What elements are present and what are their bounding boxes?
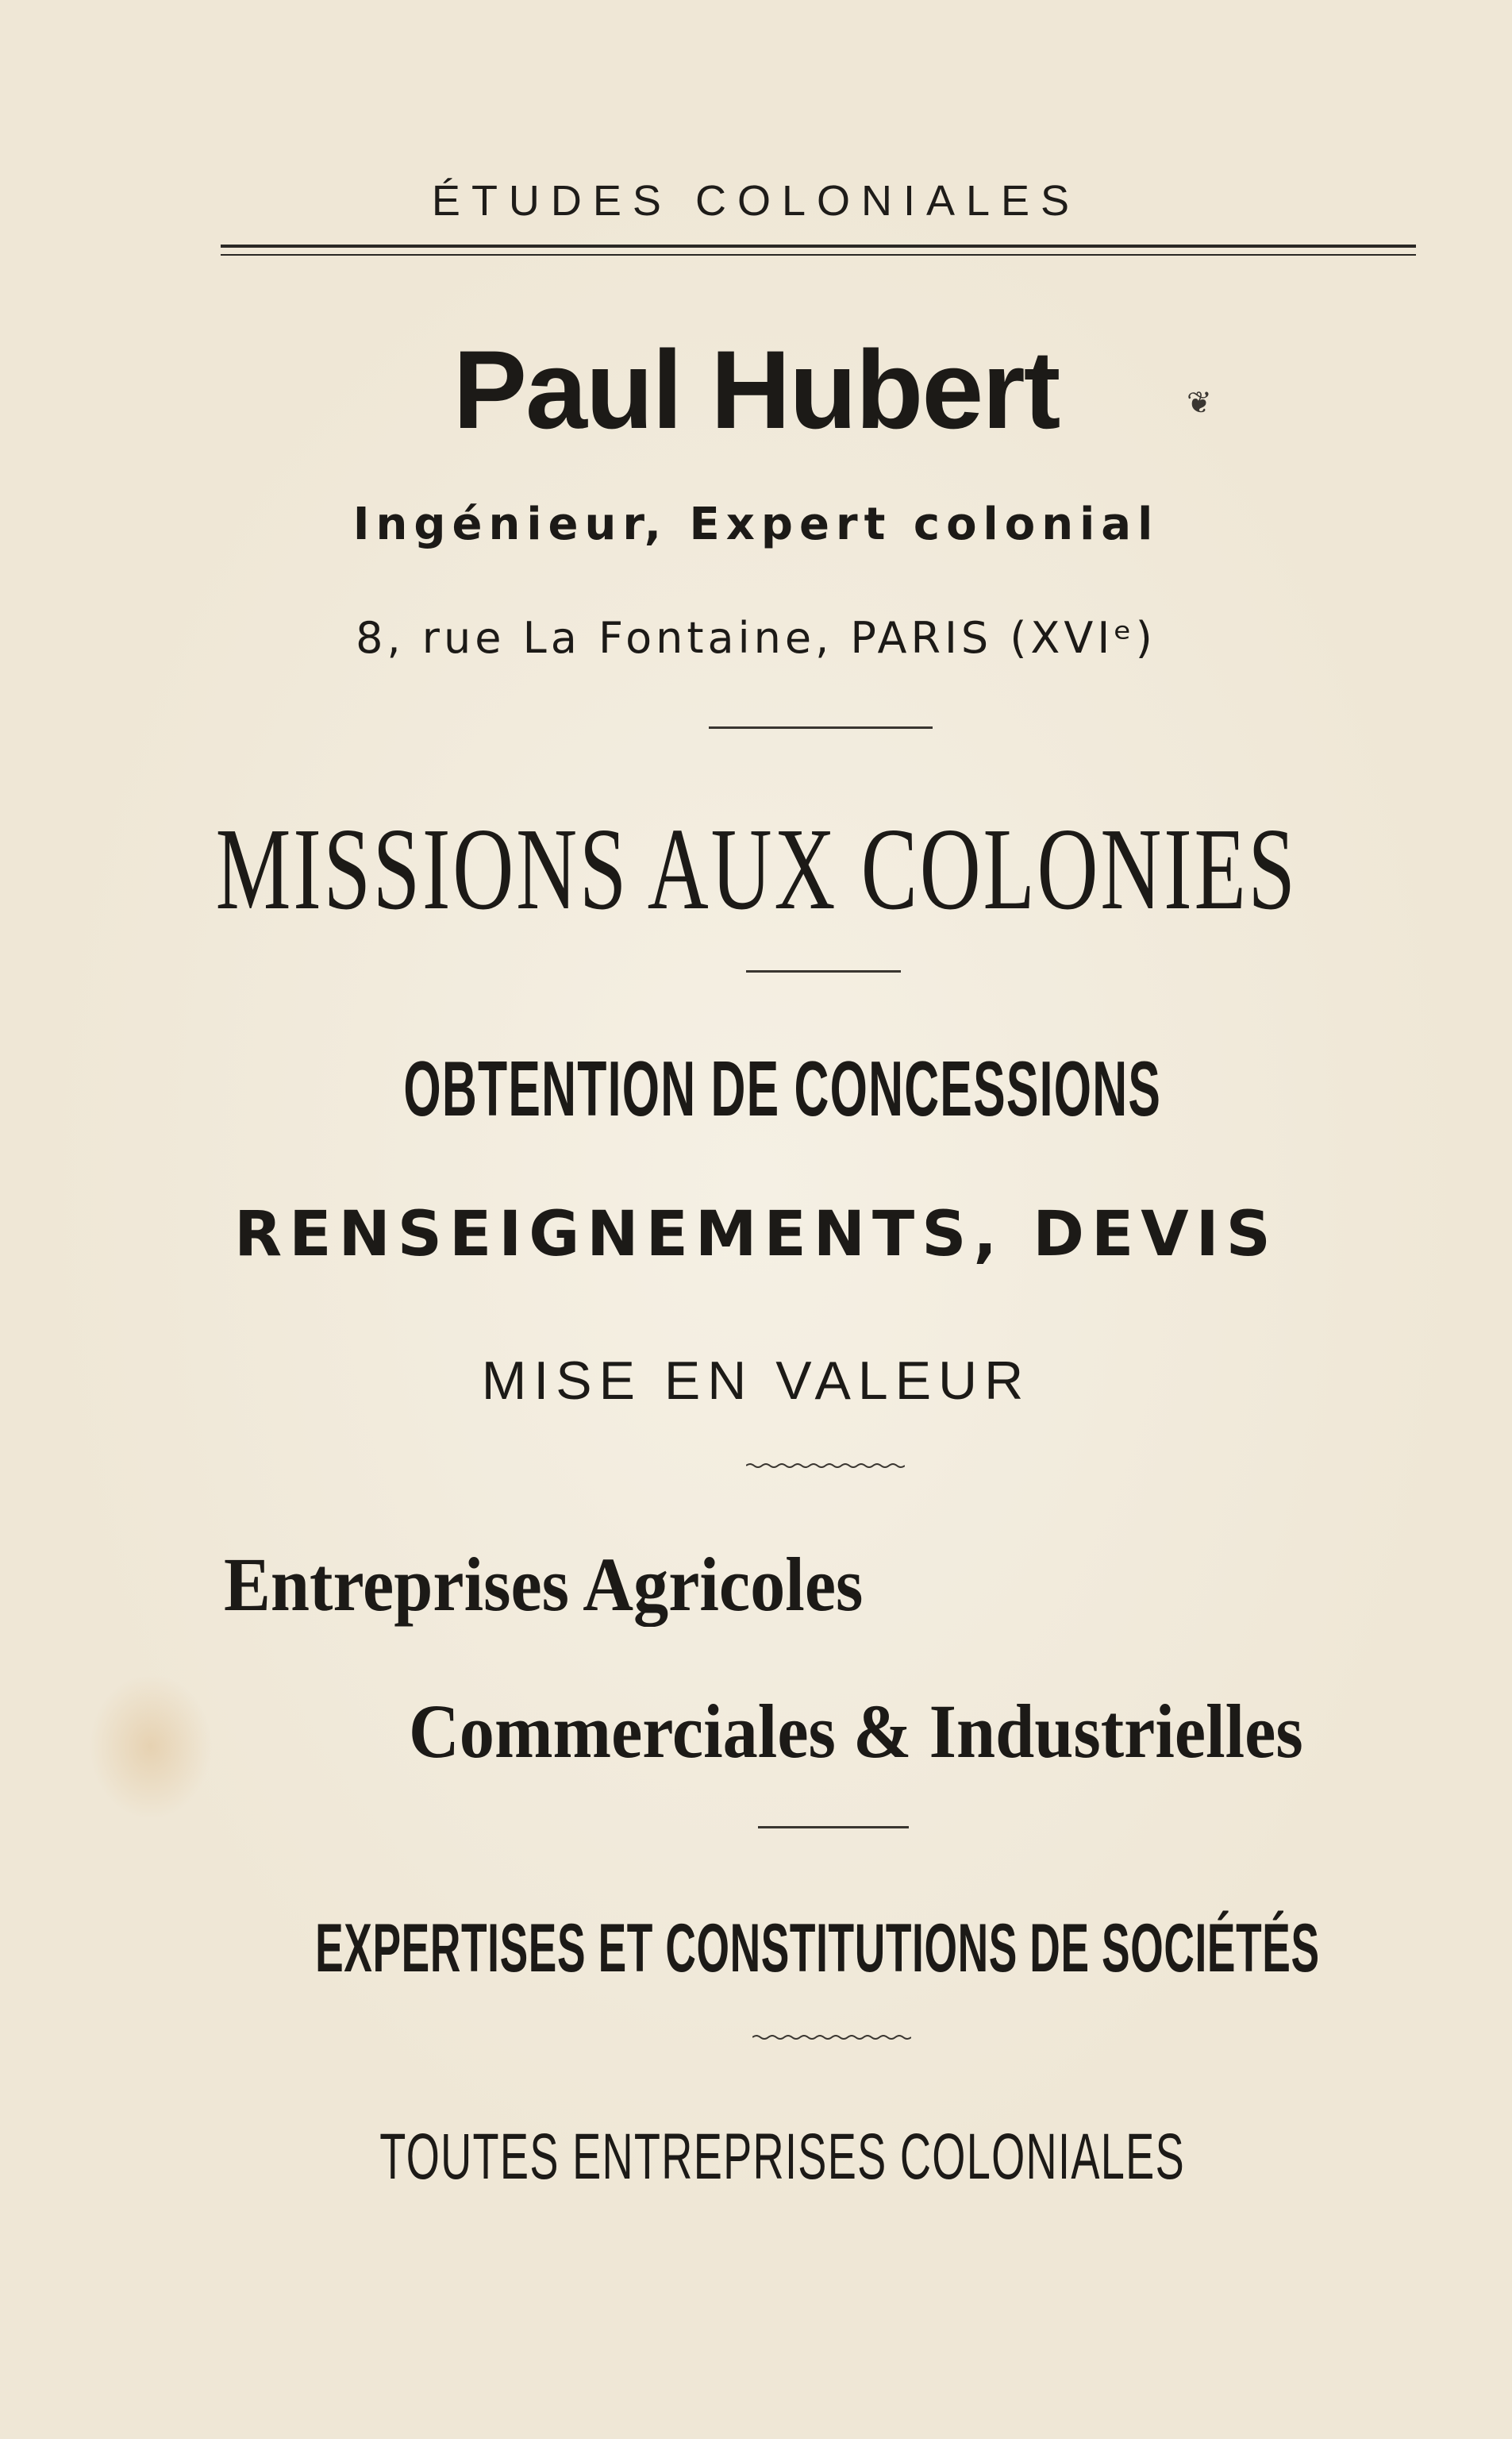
running-header: ÉTUDES COLONIALES — [431, 177, 1081, 225]
concessions-line: OBTENTION DE CONCESSIONS — [403, 1045, 1162, 1132]
advertiser-name: Paul Hubert — [452, 327, 1060, 452]
expertises-line: EXPERTISES ET CONSTITUTIONS DE SOCIÉTÉS — [315, 1910, 1320, 1986]
divider-rule — [746, 970, 901, 973]
divider-rule — [758, 1826, 909, 1828]
wavy-divider — [752, 2034, 911, 2040]
laurel-ornament-icon: ❦ — [1187, 385, 1212, 420]
enterprises-line-2: Commerciales & Industrielles — [409, 1689, 1303, 1774]
header-double-rule — [221, 245, 1416, 256]
valorisation-line: MISE EN VALEUR — [481, 1351, 1031, 1411]
information-line: RENSEIGNEMENTS, DEVIS — [234, 1199, 1278, 1270]
advertiser-address: 8, rue La Fontaine, PARIS (XVIᵉ) — [356, 613, 1156, 663]
closing-line: TOUTES ENTREPRISES COLONIALES — [379, 2121, 1185, 2193]
enterprises-line-1: Entreprises Agricoles — [224, 1542, 864, 1627]
divider-rule — [709, 726, 933, 729]
missions-headline: MISSIONS AUX COLONIES — [215, 804, 1298, 934]
wavy-divider — [746, 1462, 905, 1469]
advertiser-profession: Ingénieur, Expert colonial — [352, 499, 1160, 550]
